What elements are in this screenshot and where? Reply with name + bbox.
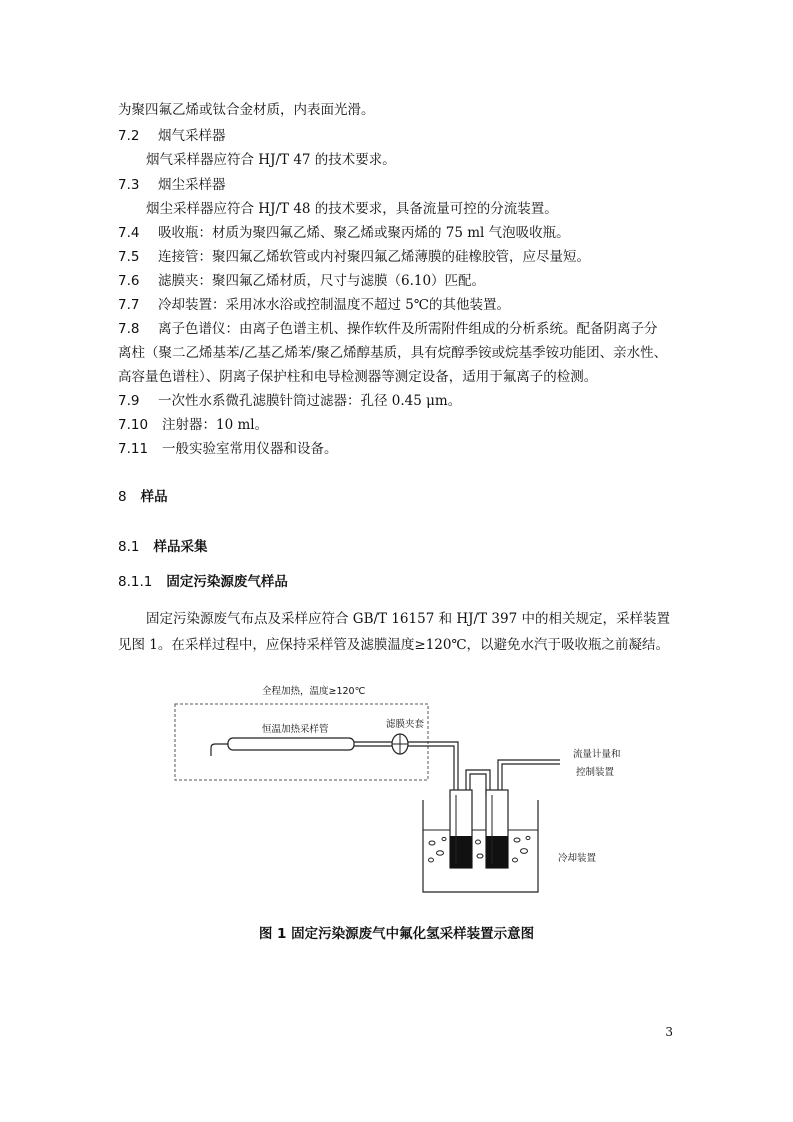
item-number: 7.2 <box>118 128 140 144</box>
item-number: 7.9 <box>118 393 140 409</box>
item-number: 7.8 <box>118 321 140 337</box>
item-text: 一般实验室常用仪器和设备。 <box>162 441 338 457</box>
cooling-bath <box>423 800 538 892</box>
item-number: 7.10 <box>118 417 149 433</box>
item-number: 7.4 <box>118 225 140 241</box>
item-text: 滤膜夹：聚四氟乙烯材质，尺寸与滤膜（6.10）匹配。 <box>158 273 486 289</box>
item-title: 烟尘采样器 <box>158 177 226 193</box>
label-cooling: 冷却装置 <box>558 853 597 864</box>
item-number: 7.7 <box>118 297 140 313</box>
item-text: 离子色谱仪：由离子色谱主机、操作软件及所需附件组成的分析系统。配备阴离子分 <box>158 321 658 337</box>
item-text: 一次性水系微孔滤膜针筒过滤器：孔径 0.45 μm。 <box>158 393 462 409</box>
item-body: 烟尘采样器应符合 HJ/T 48 的技术要求，具备流量可控的分流装置。 <box>146 201 558 217</box>
item-number: 7.3 <box>118 177 140 193</box>
text-line: 离柱（聚二乙烯基苯/乙基乙烯苯/聚乙烯醇基质，具有烷醇季铵或烷基季铵功能团、亲水性、 <box>118 345 668 361</box>
section-title: 固定污染源废气样品 <box>166 574 288 590</box>
ice-pieces <box>429 836 531 862</box>
item-number: 7.5 <box>118 249 140 265</box>
page-number: 3 <box>665 1025 673 1039</box>
label-probe: 恒温加热采样管 <box>262 724 329 735</box>
text-line: 高容量色谱柱）、阴离子保护柱和电导检测器等测定设备，适用于氟离子的检测。 <box>118 369 598 385</box>
item-number: 7.11 <box>118 441 149 457</box>
label-filter: 滤膜夹套 <box>386 719 425 730</box>
item-text: 冷却装置：采用冰水浴或控制温度不超过 5℃的其他装置。 <box>158 297 510 313</box>
item-text: 连接管：聚四氟乙烯软管或内衬聚四氟乙烯薄膜的硅橡胶管，应尽量短。 <box>158 249 590 265</box>
label-heating: 全程加热，温度≥120℃ <box>262 686 366 697</box>
item-text: 注射器：10 ml。 <box>162 417 269 433</box>
text-line: 为聚四氟乙烯或钛合金材质，内表面光滑。 <box>118 102 375 118</box>
body-paragraph: 固定污染源废气布点及采样应符合 GB/T 16157 和 HJ/T 397 中的相关规定，采样装置见图 1。在采样过程中，应保持采样管及滤膜温度≥120℃，以避免水汽于吸收瓶之前凝结。 <box>118 611 670 653</box>
label-flow-2: 控制装置 <box>576 767 615 778</box>
item-number: 7.6 <box>118 273 140 289</box>
section-title: 样品 <box>140 489 168 505</box>
heated-probe <box>228 738 354 750</box>
section-number: 8 <box>118 489 127 505</box>
item-title: 烟气采样器 <box>158 128 226 144</box>
item-body: 烟气采样器应符合 HJ/T 47 的技术要求。 <box>146 152 396 168</box>
figure-caption: 图 1 固定污染源废气中氟化氢采样装置示意图 <box>258 926 535 942</box>
section-number: 8.1 <box>118 539 140 555</box>
section-title: 样品采集 <box>153 539 208 555</box>
item-text: 吸收瓶：材质为聚四氟乙烯、聚乙烯或聚丙烯的 75 ml 气泡吸收瓶。 <box>158 225 570 241</box>
probe-nozzle <box>211 744 228 756</box>
label-flow-1: 流量计量和 <box>573 749 621 760</box>
section-number: 8.1.1 <box>118 574 153 590</box>
